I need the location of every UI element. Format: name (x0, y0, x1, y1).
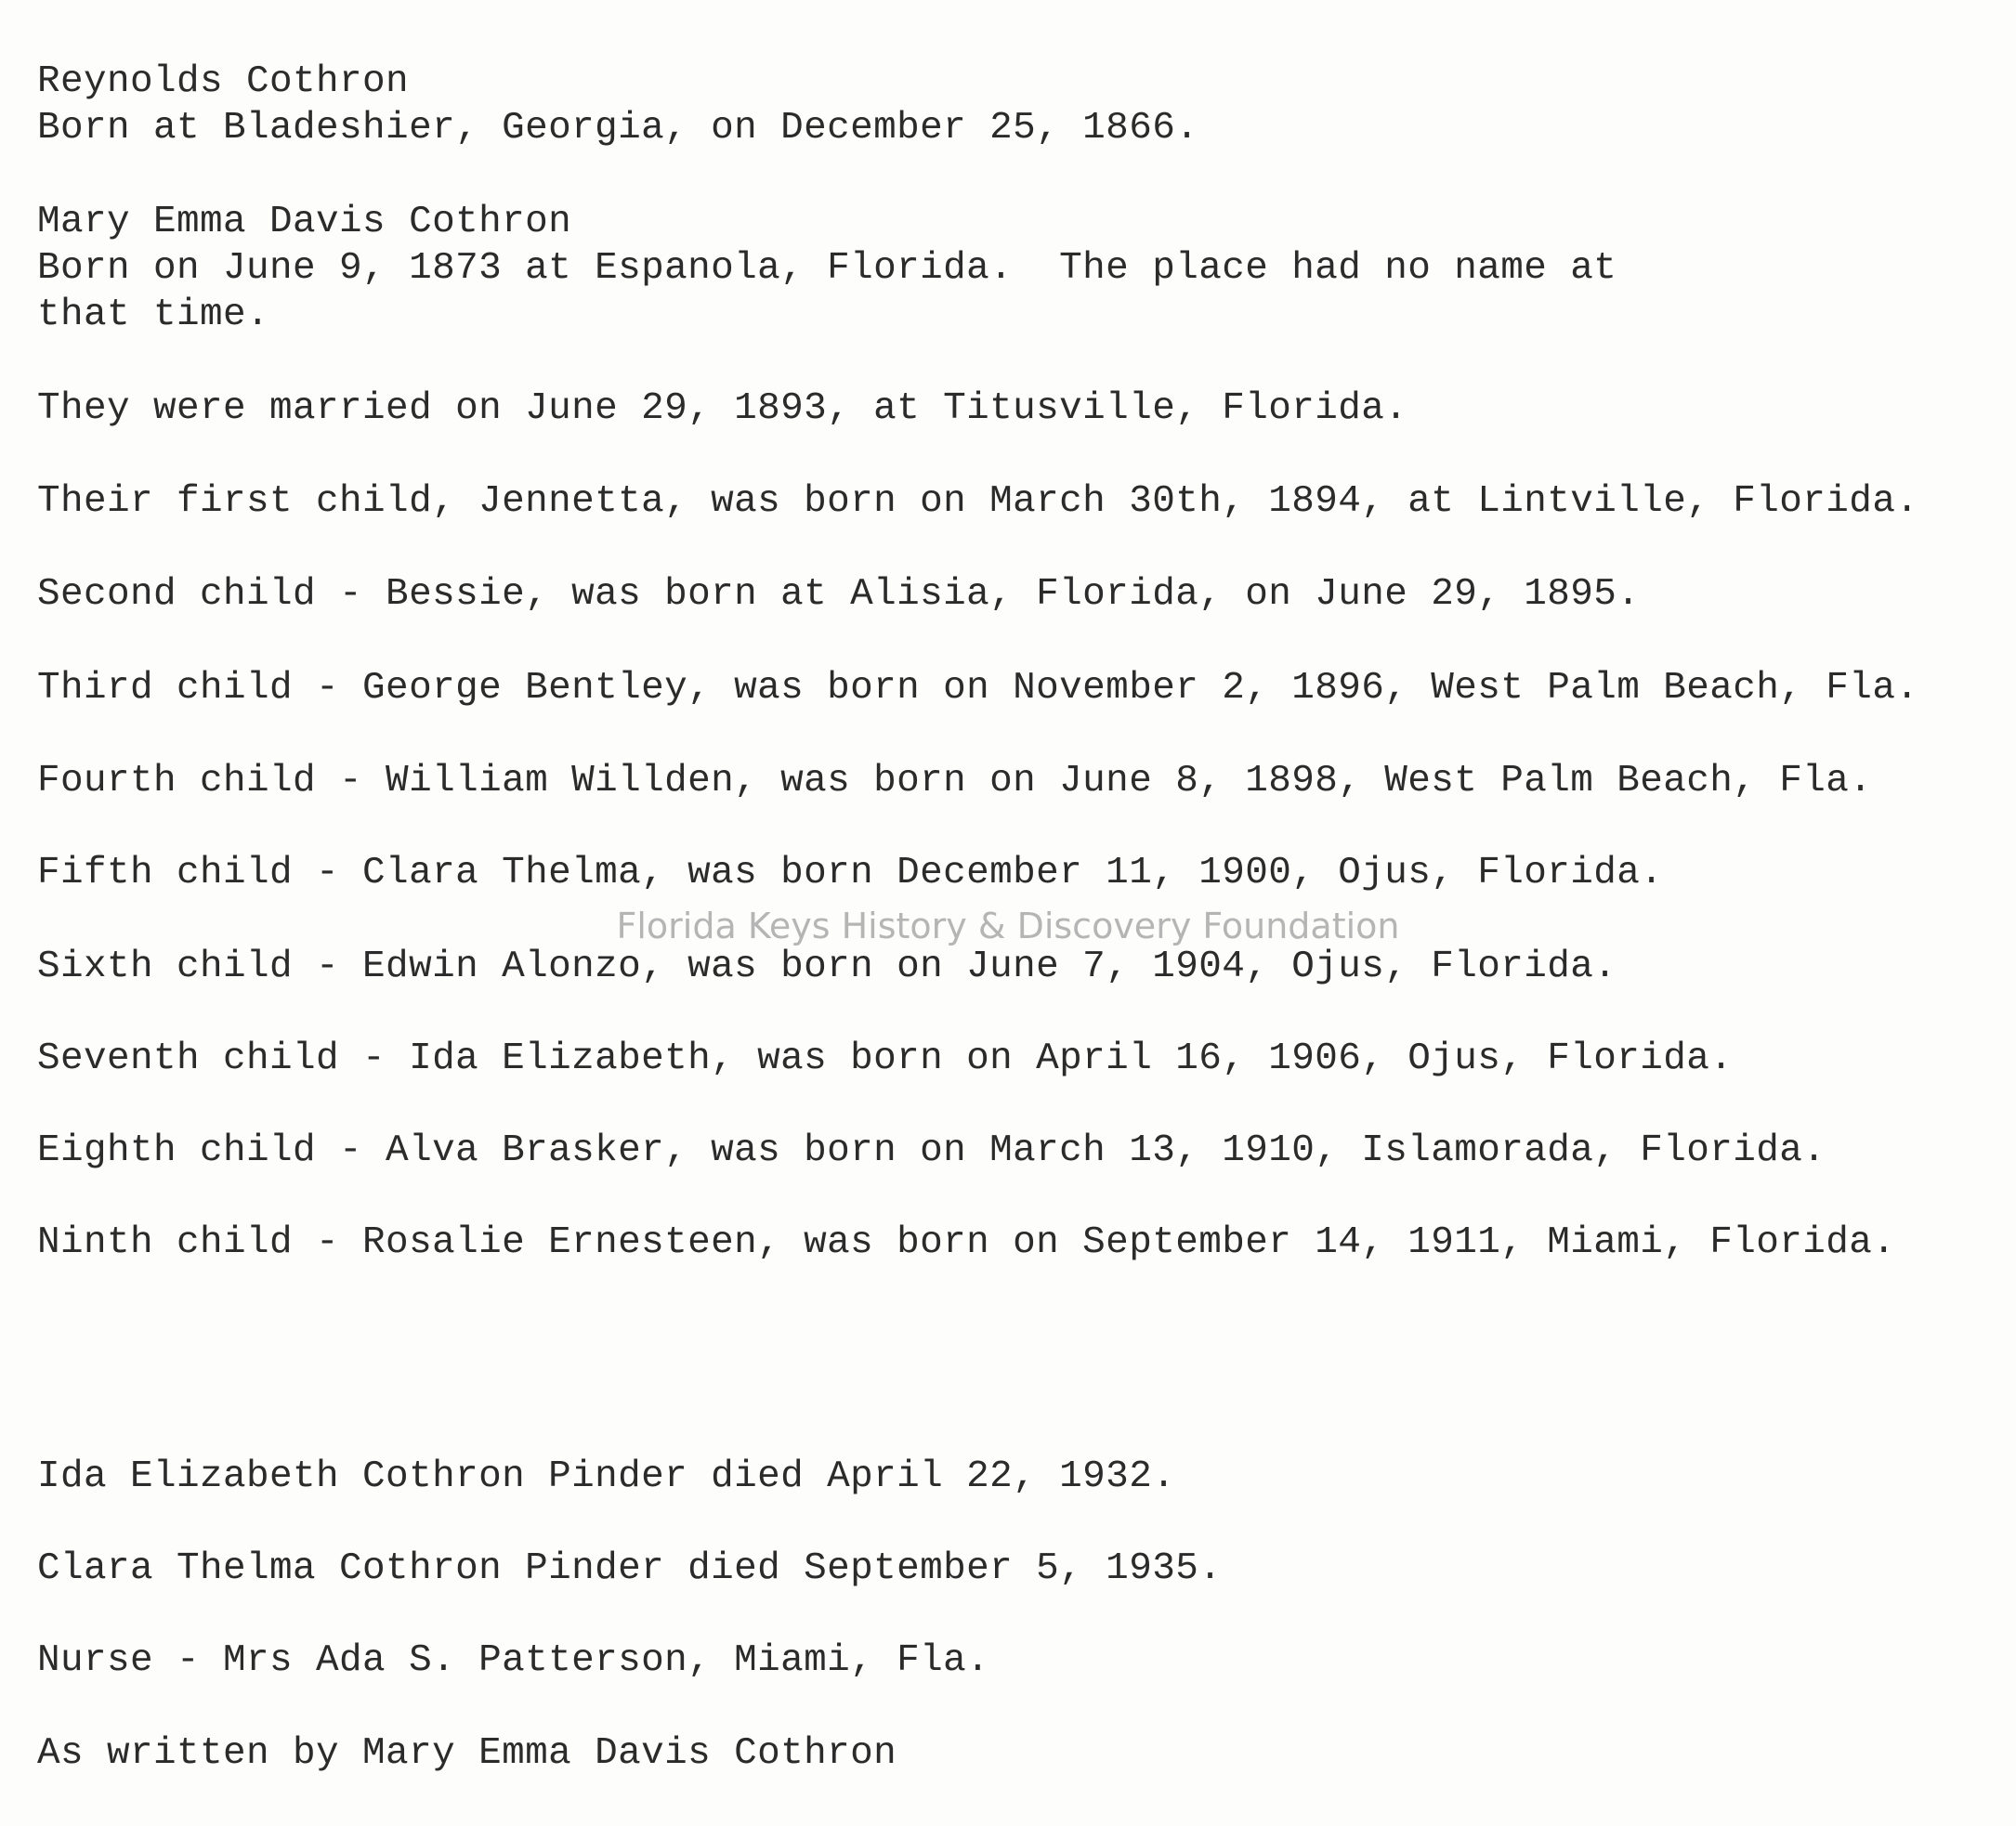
text-line-mother-name: Mary Emma Davis Cothron (37, 201, 572, 243)
text-line-child-3: Third child - George Bentley, was born on November 2, 1896, West Palm Beach, Fla. (37, 667, 1919, 710)
text-line-father-birth: Born at Bladeshier, Georgia, on December 25, 1866. (37, 107, 1199, 150)
text-line-child-5: Fifth child - Clara Thelma, was born December 11, 1900, Ojus, Florida. (37, 852, 1664, 894)
text-line-mother-birth-cont: that time. (37, 293, 270, 336)
text-line-mother-birth: Born on June 9, 1873 at Espanola, Florida. The place had no name at (37, 247, 1617, 290)
text-line-nurse: Nurse - Mrs Ada S. Patterson, Miami, Fla. (37, 1639, 990, 1682)
text-line-author-note: As written by Mary Emma Davis Cothron (37, 1732, 897, 1775)
watermark-text: Florida Keys History & Discovery Foundation (616, 906, 1400, 946)
text-line-child-4: Fourth child - William Willden, was born on June 8, 1898, West Palm Beach, Fla. (37, 760, 1873, 802)
text-line-child-9: Ninth child - Rosalie Ernesteen, was born on September 14, 1911, Miami, Florida. (37, 1221, 1896, 1264)
text-line-child-8: Eighth child - Alva Brasker, was born on March 13, 1910, Islamorada, Florida. (37, 1129, 1826, 1172)
text-line-child-7: Seventh child - Ida Elizabeth, was born on April 16, 1906, Ojus, Florida. (37, 1037, 1734, 1080)
text-line-death-clara: Clara Thelma Cothron Pinder died September 5, 1935. (37, 1547, 1223, 1590)
text-line-marriage: They were married on June 29, 1893, at Titusville, Florida. (37, 387, 1408, 430)
text-line-child-6: Sixth child - Edwin Alonzo, was born on June 7, 1904, Ojus, Florida. (37, 946, 1617, 988)
text-line-death-ida: Ida Elizabeth Cothron Pinder died April 22, 1932. (37, 1455, 1176, 1498)
text-line-child-2: Second child - Bessie, was born at Alisia, Florida, on June 29, 1895. (37, 573, 1641, 616)
text-line-child-1: Their first child, Jennetta, was born on March 30th, 1894, at Lintville, Florida. (37, 480, 1919, 523)
text-line-father-name: Reynolds Cothron (37, 60, 410, 103)
